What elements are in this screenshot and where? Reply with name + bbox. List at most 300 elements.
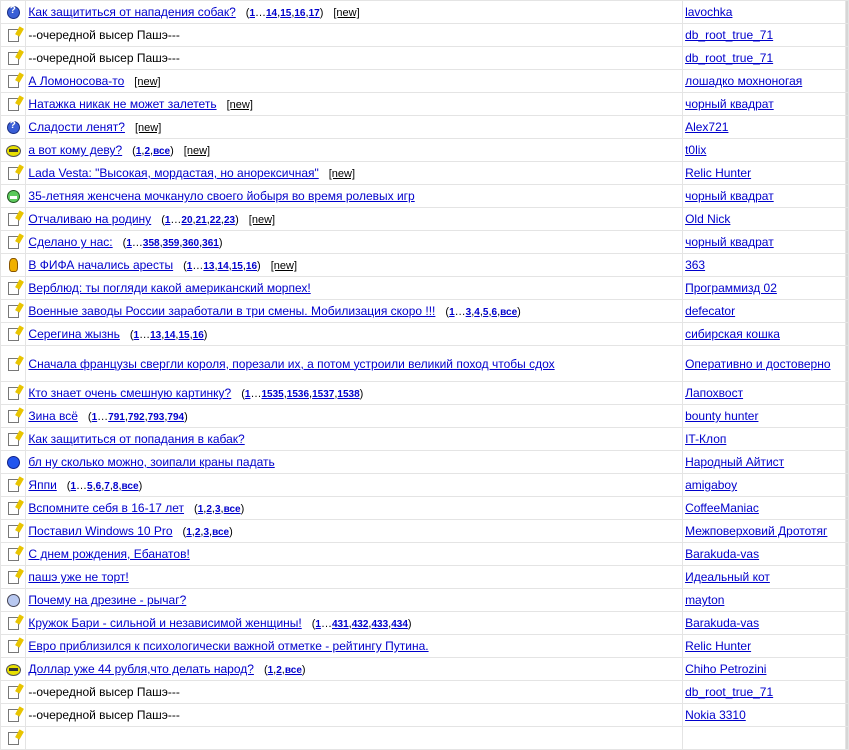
note-icon	[8, 358, 19, 371]
topic-row	[1, 185, 848, 207]
page-link[interactable]: 16	[294, 8, 306, 19]
page-link[interactable]: все	[284, 665, 302, 676]
page-links: (1,2,все)	[263, 664, 306, 676]
topic-icon-cell	[1, 681, 25, 703]
page-links: (1,2,3,все)	[194, 503, 245, 515]
author-cell	[683, 70, 845, 92]
author-cell	[683, 93, 845, 115]
topic-row	[1, 635, 848, 657]
author-link[interactable]: Nokia 3310	[685, 708, 746, 722]
author-cell	[683, 589, 845, 611]
topic-title-link[interactable]: а вот кому деву?	[28, 143, 123, 157]
author-link[interactable]: лошадко мохноногая	[685, 74, 803, 88]
row-gutter	[846, 451, 848, 473]
new-posts-link[interactable]: [new]	[134, 76, 161, 88]
row-gutter	[846, 1, 848, 23]
page-link[interactable]: 1	[315, 619, 321, 630]
author-link[interactable]: db_root_true_71	[685, 51, 774, 65]
topic-icon-cell	[1, 520, 25, 542]
topic-cell	[26, 300, 682, 322]
page-link[interactable]: 1537	[312, 389, 335, 400]
new-posts-link[interactable]: [new]	[183, 145, 211, 157]
page-link[interactable]: 792	[127, 412, 145, 423]
topic-icon-cell	[1, 474, 25, 496]
note-icon	[8, 640, 19, 653]
topic-cell	[26, 566, 682, 588]
author-cell	[683, 635, 845, 657]
topic-icon-cell	[1, 24, 25, 46]
page-link[interactable]: 1	[135, 146, 142, 157]
question-icon	[7, 121, 20, 134]
topic-cell	[26, 323, 682, 345]
topic-cell	[26, 543, 682, 565]
page-link[interactable]: 13	[203, 261, 215, 272]
page-ellipsis: …	[250, 388, 262, 400]
topic-row	[1, 70, 848, 92]
page-link[interactable]: 1536	[286, 389, 310, 400]
row-gutter	[846, 254, 848, 276]
topic-row	[1, 162, 848, 184]
page-link[interactable]: 1	[267, 665, 274, 676]
page-link[interactable]: 6	[95, 481, 102, 492]
page-link[interactable]: 1538	[337, 389, 360, 400]
topic-cell	[26, 254, 682, 276]
topic-title-link[interactable]: Серегина жызнь	[28, 327, 120, 341]
topic-icon-cell	[1, 185, 25, 207]
topic-cell	[26, 277, 682, 299]
topic-icon-cell	[1, 382, 25, 404]
topic-title-link[interactable]: Доллар уже 44 рубля,что делать народ?	[28, 662, 254, 676]
page-link[interactable]: 1	[91, 412, 98, 423]
topic-row	[1, 428, 848, 450]
page-link[interactable]: 8	[112, 481, 119, 492]
topic-title-link[interactable]: Как защититься от попадания в кабак?	[28, 432, 245, 446]
author-cell	[683, 474, 845, 496]
note-icon	[8, 686, 19, 699]
topic-row	[1, 497, 848, 519]
note-icon	[8, 732, 19, 745]
row-gutter	[846, 139, 848, 161]
page-link[interactable]: 21	[195, 215, 207, 226]
page-links: (1…20,21,22,23)	[161, 214, 239, 226]
page-links: (1…431,432,433,434)	[311, 618, 412, 630]
topic-title-link[interactable]: Отчаливаю на родину	[28, 212, 152, 226]
topic-title-link[interactable]: Зина всё	[28, 409, 78, 423]
page-link[interactable]: 20	[181, 215, 193, 226]
topic-cell	[26, 24, 682, 46]
topic-title-link[interactable]: Яппи	[28, 478, 57, 492]
bulb-icon	[9, 258, 18, 272]
topic-row	[1, 24, 848, 46]
topic-icon-cell	[1, 405, 25, 427]
author-cell	[683, 658, 845, 680]
topic-cell	[26, 47, 682, 69]
topic-title-link[interactable]: А Ломоносова-то	[28, 74, 125, 88]
topic-icon-cell	[1, 497, 25, 519]
page-ellipsis: …	[255, 7, 266, 19]
page-link[interactable]: 16	[192, 330, 204, 341]
smile-icon	[6, 145, 21, 157]
topic-cell	[26, 612, 682, 634]
topic-row	[1, 704, 848, 726]
row-gutter	[846, 635, 848, 657]
topic-row	[1, 681, 848, 703]
new-posts-link[interactable]: [new]	[333, 7, 360, 19]
note-icon	[8, 167, 19, 180]
page-link[interactable]: 433	[371, 619, 389, 630]
page-link[interactable]: все	[121, 481, 139, 492]
topic-icon-cell	[1, 70, 25, 92]
author-cell	[683, 277, 845, 299]
new-posts-link[interactable]: [new]	[226, 99, 253, 111]
page-link[interactable]: 1	[70, 481, 77, 492]
page-link[interactable]: 14	[164, 330, 176, 341]
row-gutter	[846, 277, 848, 299]
topic-icon-cell	[1, 208, 25, 230]
topic-cell	[26, 405, 682, 427]
row-gutter	[846, 323, 848, 345]
topic-cell	[26, 635, 682, 657]
topic-row	[1, 382, 848, 404]
topic-title-link[interactable]: Евро приблизился к психологически важной отметке - рейтингу Путина.	[28, 639, 429, 653]
page-link[interactable]: 1	[197, 504, 204, 515]
page-links: (1…3,4,5,6,все)	[445, 306, 521, 318]
new-posts-link[interactable]: [new]	[328, 168, 356, 180]
note-icon	[8, 502, 19, 515]
topic-title-link[interactable]: Натажка никак не может залететь	[28, 97, 217, 111]
row-gutter	[846, 346, 848, 381]
topic-title-link[interactable]: Как защититься от нападения собак?	[28, 5, 236, 19]
row-gutter	[846, 428, 848, 450]
author-link[interactable]: Barakuda-vas	[685, 616, 760, 630]
page-link[interactable]: 794	[167, 412, 185, 423]
topic-row	[1, 323, 848, 345]
topic-cell	[26, 208, 682, 230]
new-posts-link[interactable]: [new]	[248, 214, 276, 226]
topic-title-link[interactable]: 35-летняя женсчена мочкануло своего йобыря во время ролевых игр	[28, 189, 415, 203]
topic-icon-cell	[1, 47, 25, 69]
author-cell	[683, 428, 845, 450]
page-link[interactable]: 16	[245, 261, 258, 272]
topic-icon-cell	[1, 566, 25, 588]
topic-cell	[26, 70, 682, 92]
page-link[interactable]: 360	[182, 238, 200, 249]
topic-cell	[26, 93, 682, 115]
author-link[interactable]: Оперативно и достоверно	[685, 356, 831, 371]
topic-icon-cell	[1, 254, 25, 276]
note-icon	[8, 571, 19, 584]
author-link[interactable]: Народный Айтист	[685, 455, 785, 469]
topic-title-link[interactable]: Кружок Бари - сильной и независимой женщины!	[28, 616, 302, 630]
topic-title-link[interactable]: С днем рождения, Ебанатов!	[28, 547, 190, 561]
page-link[interactable]: 4	[474, 307, 480, 318]
page-link[interactable]: 3	[465, 307, 472, 318]
row-gutter	[846, 47, 848, 69]
topic-row	[1, 254, 848, 276]
topic-icon-cell	[1, 543, 25, 565]
topic-title-link[interactable]: Lada Vesta: "Высокая, мордастая, но анорексичная"	[28, 166, 319, 180]
author-link[interactable]: чорный квадрат	[685, 97, 774, 111]
page-link[interactable]: 13	[150, 330, 162, 341]
topic-cell	[26, 428, 682, 450]
row-gutter	[846, 162, 848, 184]
topic-icon-cell	[1, 704, 25, 726]
author-cell	[683, 139, 845, 161]
topic-icon-cell	[1, 428, 25, 450]
note-icon	[8, 709, 19, 722]
page-link[interactable]: 1	[244, 389, 251, 400]
author-link[interactable]: Relic Hunter	[685, 166, 752, 180]
topic-title-link[interactable]: Вспомните себя в 16-17 лет	[28, 501, 185, 515]
topic-title-link[interactable]: Военные заводы России заработали в три смены. Мобилизация скоро !!!	[28, 304, 436, 318]
page-link[interactable]: 1535	[261, 389, 284, 400]
row-gutter	[846, 589, 848, 611]
author-cell	[683, 162, 845, 184]
page-link[interactable]: 1	[186, 527, 192, 538]
topic-cell	[26, 681, 682, 703]
page-link[interactable]: 3	[214, 504, 221, 515]
row-gutter	[846, 704, 848, 726]
author-cell	[683, 47, 845, 69]
page-links: (1,2,3,все)	[182, 526, 233, 538]
author-cell	[683, 254, 845, 276]
topic-row	[1, 93, 848, 115]
topic-title-link[interactable]: В ФИФА начались аресты	[28, 258, 174, 272]
page-link[interactable]: 1	[186, 261, 193, 272]
topic-row	[1, 231, 848, 253]
row-gutter	[846, 497, 848, 519]
row-gutter	[846, 208, 848, 230]
topic-icon-cell	[1, 1, 25, 23]
topic-list-body	[1, 1, 848, 749]
topic-title-link[interactable]: бл ну сколько можно, зоипали краны падать	[28, 455, 275, 469]
smile-icon	[6, 664, 21, 676]
row-gutter	[846, 70, 848, 92]
page-link[interactable]: 359	[162, 238, 180, 249]
page-link[interactable]: 1	[133, 330, 140, 341]
page-link[interactable]: все	[212, 527, 230, 538]
topic-icon-cell	[1, 635, 25, 657]
page-link[interactable]: все	[153, 146, 171, 157]
row-gutter	[846, 658, 848, 680]
topic-icon-cell	[1, 451, 25, 473]
author-link[interactable]: amigaboy	[685, 478, 738, 492]
page-link[interactable]: 15	[231, 261, 243, 272]
author-link[interactable]: чорный квадрат	[685, 189, 774, 203]
page-links: (1…13,14,15,16)	[129, 329, 208, 341]
topic-title-link[interactable]: Сладости ленят?	[28, 120, 125, 134]
page-link[interactable]: 2	[194, 527, 201, 538]
note-icon	[8, 548, 19, 561]
author-link[interactable]: 363	[685, 258, 706, 272]
topic-row	[1, 451, 848, 473]
topic-row	[1, 300, 848, 322]
author-link[interactable]: Chiho Petrozini	[685, 662, 767, 676]
topic-title-link[interactable]: Кто знает очень смешную картинку?	[28, 386, 232, 400]
page-link[interactable]: 22	[209, 215, 221, 226]
author-link[interactable]: IT-Клоп	[685, 432, 727, 446]
author-link[interactable]: Relic Hunter	[685, 639, 752, 653]
topic-cell	[26, 116, 682, 138]
author-link[interactable]: Программизд 02	[685, 281, 777, 295]
author-link[interactable]: defecator	[685, 304, 736, 318]
page-link[interactable]: 793	[147, 412, 165, 423]
page-link[interactable]: 2	[276, 665, 282, 676]
topic-title: --очередной высер Пашэ---	[28, 28, 180, 42]
author-link[interactable]: lavochka	[685, 5, 733, 19]
topic-title: --очередной высер Пашэ---	[28, 685, 180, 699]
topic-row	[1, 47, 848, 69]
author-cell	[683, 208, 845, 230]
page-links: (1…5,6,7,8,все)	[66, 480, 143, 492]
page-link[interactable]: 1	[449, 307, 455, 318]
author-link[interactable]: чорный квадрат	[685, 235, 774, 249]
page-link[interactable]: 1	[126, 238, 132, 249]
topic-cell	[26, 162, 682, 184]
author-link[interactable]: mayton	[685, 593, 725, 607]
topic-cell	[26, 185, 682, 207]
page-link[interactable]: 2	[144, 146, 151, 157]
topic-row	[1, 520, 848, 542]
topic-title-link[interactable]: пашэ уже не торт!	[28, 570, 129, 584]
topic-title-link[interactable]: Почему на дрезине - рычаг?	[28, 593, 187, 607]
page-link[interactable]: 17	[308, 8, 320, 19]
page-link[interactable]: 432	[351, 619, 369, 630]
topic-cell	[26, 1, 682, 23]
page-ellipsis: …	[97, 411, 109, 423]
note-icon	[8, 29, 19, 42]
row-gutter	[846, 520, 848, 542]
topic-title-link[interactable]: Поставил Windows 10 Pro	[28, 524, 173, 538]
topic-cell	[26, 589, 682, 611]
topic-row	[1, 543, 848, 565]
row-gutter	[846, 566, 848, 588]
topic-title-link[interactable]: Верблюд: ты погляди какой американский морпех!	[28, 281, 311, 295]
page-link[interactable]: 434	[391, 619, 408, 630]
page-link[interactable]: 7	[104, 481, 110, 492]
topic-cell	[26, 704, 682, 726]
topic-row	[1, 277, 848, 299]
page-ellipsis: …	[139, 329, 151, 341]
page-link[interactable]: 3	[203, 527, 210, 538]
author-cell	[683, 520, 845, 542]
author-link[interactable]: db_root_true_71	[685, 28, 774, 42]
author-link[interactable]: CoffeeManiac	[685, 501, 759, 515]
row-gutter	[846, 474, 848, 496]
page-link[interactable]: все	[500, 307, 518, 318]
page-link[interactable]: 358	[142, 238, 160, 249]
author-cell	[683, 185, 845, 207]
row-gutter	[846, 93, 848, 115]
note-icon	[8, 387, 19, 400]
author-cell	[683, 1, 845, 23]
question-icon	[7, 6, 20, 19]
topic-icon-cell	[1, 589, 25, 611]
page-link[interactable]: 14	[217, 261, 229, 272]
note-icon	[8, 479, 19, 492]
author-cell	[683, 405, 845, 427]
topic-row	[1, 405, 848, 427]
topic-row	[1, 727, 848, 749]
page-link[interactable]: 6	[491, 307, 498, 318]
topic-cell	[26, 520, 682, 542]
topic-row	[1, 589, 848, 611]
topic-row	[1, 208, 848, 230]
note-icon	[8, 328, 19, 341]
topic-icon-cell	[1, 277, 25, 299]
page-link[interactable]: 1	[249, 8, 255, 19]
note-icon	[8, 213, 19, 226]
new-posts-link[interactable]: [new]	[134, 122, 162, 134]
topic-title-link[interactable]: Сделано у нас:	[28, 235, 113, 249]
author-link[interactable]: Barakuda-vas	[685, 547, 760, 561]
topic-title-link[interactable]: Сначала французы свергли короля, порезали их, а потом устроили великий поход чтобы сдох	[28, 356, 555, 371]
page-links: (1,2,все)	[132, 145, 174, 157]
topic-cell	[26, 382, 682, 404]
grin-icon	[7, 190, 20, 203]
page-ellipsis: …	[76, 480, 88, 492]
row-gutter	[846, 382, 848, 404]
topic-icon-cell	[1, 346, 25, 381]
page-link[interactable]: 791	[108, 412, 125, 423]
page-link[interactable]: 431	[331, 619, 349, 630]
page-link[interactable]: все	[223, 504, 241, 515]
page-link[interactable]: 15	[280, 8, 292, 19]
author-link[interactable]: Идеальный кот	[685, 570, 770, 584]
note-icon	[8, 236, 19, 249]
author-cell	[683, 382, 845, 404]
page-link[interactable]: 2	[206, 504, 212, 515]
page-link[interactable]: 14	[266, 8, 278, 19]
author-link[interactable]: Alex721	[685, 120, 729, 134]
topic-icon-cell	[1, 658, 25, 680]
topic-cell	[26, 727, 682, 749]
row-gutter	[846, 300, 848, 322]
author-link[interactable]: Old Nick	[685, 212, 731, 226]
topic-icon-cell	[1, 727, 25, 749]
row-gutter	[846, 231, 848, 253]
page-link[interactable]: 5	[87, 481, 93, 492]
row-gutter	[846, 116, 848, 138]
author-link[interactable]: bounty hunter	[685, 409, 759, 423]
author-cell	[683, 346, 845, 381]
author-link[interactable]: Лапохвост	[685, 386, 744, 400]
topic-row	[1, 474, 848, 496]
row-gutter	[846, 185, 848, 207]
topic-row	[1, 346, 848, 381]
page-ellipsis: …	[131, 237, 143, 249]
topic-row	[1, 566, 848, 588]
note-icon	[8, 75, 19, 88]
note-icon	[8, 52, 19, 65]
topic-icon-cell	[1, 93, 25, 115]
author-link[interactable]: сибирская кошка	[685, 327, 780, 341]
page-link[interactable]: 361	[202, 238, 219, 249]
page-link[interactable]: 5	[482, 307, 489, 318]
author-cell	[683, 612, 845, 634]
page-links: (1…791,792,793,794)	[87, 411, 188, 423]
page-link[interactable]: 1	[164, 215, 171, 226]
author-link[interactable]: t0lix	[685, 143, 707, 157]
page-link[interactable]: 15	[178, 330, 190, 341]
page-link[interactable]: 23	[223, 215, 236, 226]
author-link[interactable]: Межповерховий Дрототяг	[685, 524, 828, 538]
author-cell	[683, 704, 845, 726]
new-posts-link[interactable]: [new]	[270, 260, 297, 272]
topic-row	[1, 139, 848, 161]
row-gutter	[846, 681, 848, 703]
author-link[interactable]: db_root_true_71	[685, 685, 774, 699]
